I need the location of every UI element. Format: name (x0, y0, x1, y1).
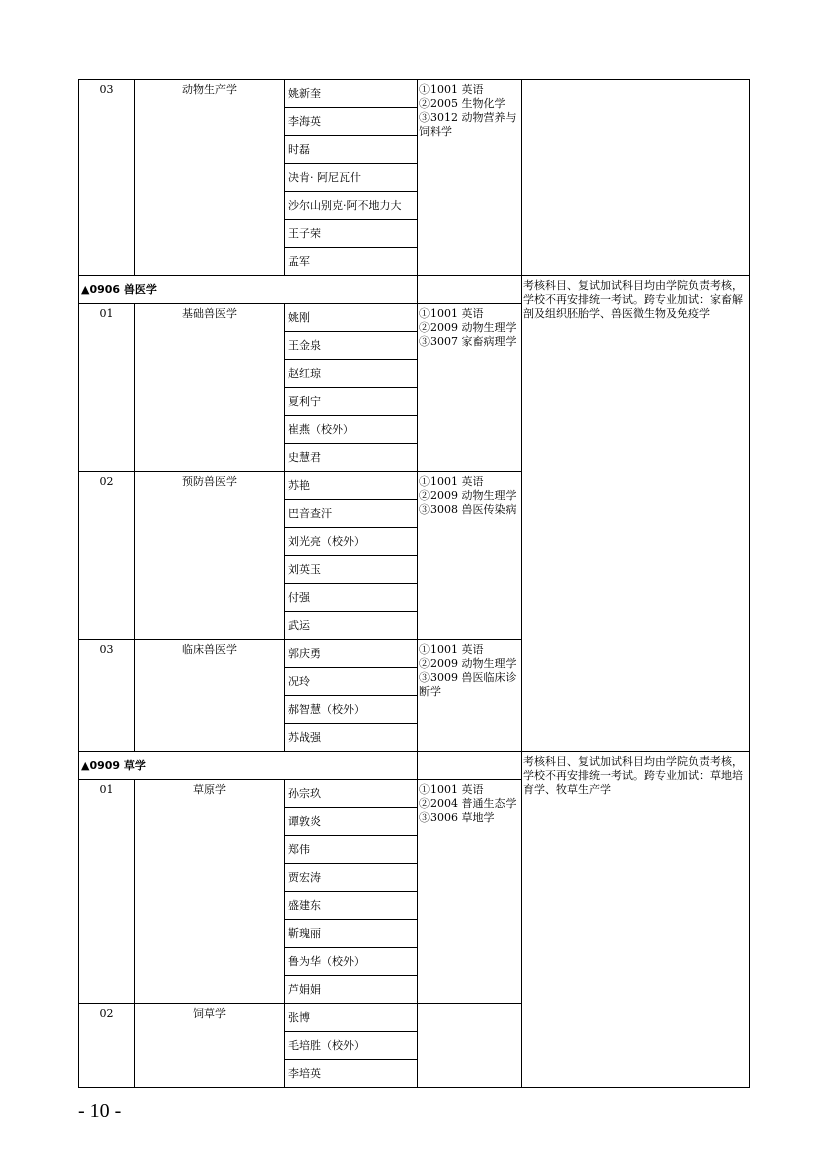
exam-subjects (418, 80, 522, 276)
supervisor-name: 郭庆勇 (285, 640, 418, 668)
exam-subject: ③3009 兽医临床诊断学 (419, 671, 517, 698)
exam-subject: ③3012 动物营养与饲料学 (419, 111, 517, 138)
supervisor-name: 刘光亮（校外） (285, 528, 418, 556)
supervisor-name: 崔燕（校外） (285, 416, 418, 444)
supervisor-name: 巴音查汗 (285, 500, 418, 528)
page-number: - 10 - (78, 1100, 122, 1122)
enrollment-table (78, 79, 750, 1088)
supervisor-name: 苏艳 (285, 472, 418, 500)
supervisor-name: 付强 (285, 584, 418, 612)
supervisor-name: 沙尔山别克·阿不地力大 (285, 192, 418, 220)
major-name: 基础兽医学 (135, 304, 285, 472)
supervisor-name: 张博 (285, 1004, 418, 1032)
major-name: 动物生产学 (135, 80, 285, 276)
supervisor-name: 靳瑰丽 (285, 920, 418, 948)
subject-blank (418, 276, 522, 304)
exam-subjects (418, 1004, 522, 1088)
supervisor-name: 夏利宁 (285, 388, 418, 416)
supervisor-name: 李海英 (285, 108, 418, 136)
supervisor-name: 芦娟娟 (285, 976, 418, 1004)
major-name: 临床兽医学 (135, 640, 285, 752)
supervisor-name: 武运 (285, 612, 418, 640)
section-title: ▲0906 兽医学 (79, 276, 418, 304)
exam-subject: ③3008 兽医传染病 (419, 503, 517, 516)
exam-subject: ①1001 英语 (419, 783, 484, 796)
exam-subject: ③3007 家畜病理学 (419, 335, 517, 348)
supervisor-name: 王金泉 (285, 332, 418, 360)
major-name: 饲草学 (135, 1004, 285, 1088)
section-row (79, 276, 750, 304)
major-code: 02 (79, 472, 135, 640)
section-title: ▲0909 草学 (79, 752, 418, 780)
exam-subject: ①1001 英语 (419, 307, 484, 320)
supervisor-name: 况玲 (285, 668, 418, 696)
supervisor-name: 时磊 (285, 136, 418, 164)
exam-subjects (418, 472, 522, 640)
exam-subject: ②2005 生物化学 (419, 97, 506, 110)
supervisor-name: 盛建东 (285, 892, 418, 920)
exam-subjects (418, 304, 522, 472)
exam-subject: ②2009 动物生理学 (419, 657, 517, 670)
major-code: 03 (79, 80, 135, 276)
major-code: 01 (79, 780, 135, 1004)
supervisor-name: 李培英 (285, 1060, 418, 1088)
notes-cell (522, 80, 750, 276)
major-code: 01 (79, 304, 135, 472)
table-row (79, 80, 750, 108)
exam-subject: ③3006 草地学 (419, 811, 495, 824)
notes-cell: 考核科目、复试加试科目均由学院负责考核，学校不再安排统一考试。跨专业加试：家畜解剖及组织胚胎学、兽医微生物及免疫学 (522, 276, 750, 752)
exam-subject: ①1001 英语 (419, 643, 484, 656)
supervisor-name: 贾宏涛 (285, 864, 418, 892)
section-row (79, 752, 750, 780)
major-name: 草原学 (135, 780, 285, 1004)
major-code: 02 (79, 1004, 135, 1088)
notes-cell: 考核科目、复试加试科目均由学院负责考核，学校不再安排统一考试。跨专业加试：草地培育学、牧草生产学 (522, 752, 750, 1088)
major-code: 03 (79, 640, 135, 752)
exam-subject: ①1001 英语 (419, 83, 484, 96)
exam-subject: ①1001 英语 (419, 475, 484, 488)
supervisor-name: 王子荣 (285, 220, 418, 248)
exam-subject: ②2009 动物生理学 (419, 489, 517, 502)
supervisor-name: 孙宗玖 (285, 780, 418, 808)
supervisor-name: 谭敦炎 (285, 808, 418, 836)
exam-subjects (418, 780, 522, 1004)
supervisor-name: 史慧君 (285, 444, 418, 472)
supervisor-name: 赵红琼 (285, 360, 418, 388)
subject-blank (418, 752, 522, 780)
supervisor-name: 鲁为华（校外） (285, 948, 418, 976)
supervisor-name: 孟军 (285, 248, 418, 276)
supervisor-name: 苏战强 (285, 724, 418, 752)
major-name: 预防兽医学 (135, 472, 285, 640)
supervisor-name: 毛培胜（校外） (285, 1032, 418, 1060)
exam-subject: ②2009 动物生理学 (419, 321, 517, 334)
supervisor-name: 郝智慧（校外） (285, 696, 418, 724)
supervisor-name: 刘英玉 (285, 556, 418, 584)
exam-subject: ②2004 普通生态学 (419, 797, 517, 810)
supervisor-name: 决肯· 阿尼瓦什 (285, 164, 418, 192)
exam-subjects (418, 640, 522, 752)
supervisor-name: 姚刚 (285, 304, 418, 332)
supervisor-name: 郑伟 (285, 836, 418, 864)
supervisor-name: 姚新奎 (285, 80, 418, 108)
